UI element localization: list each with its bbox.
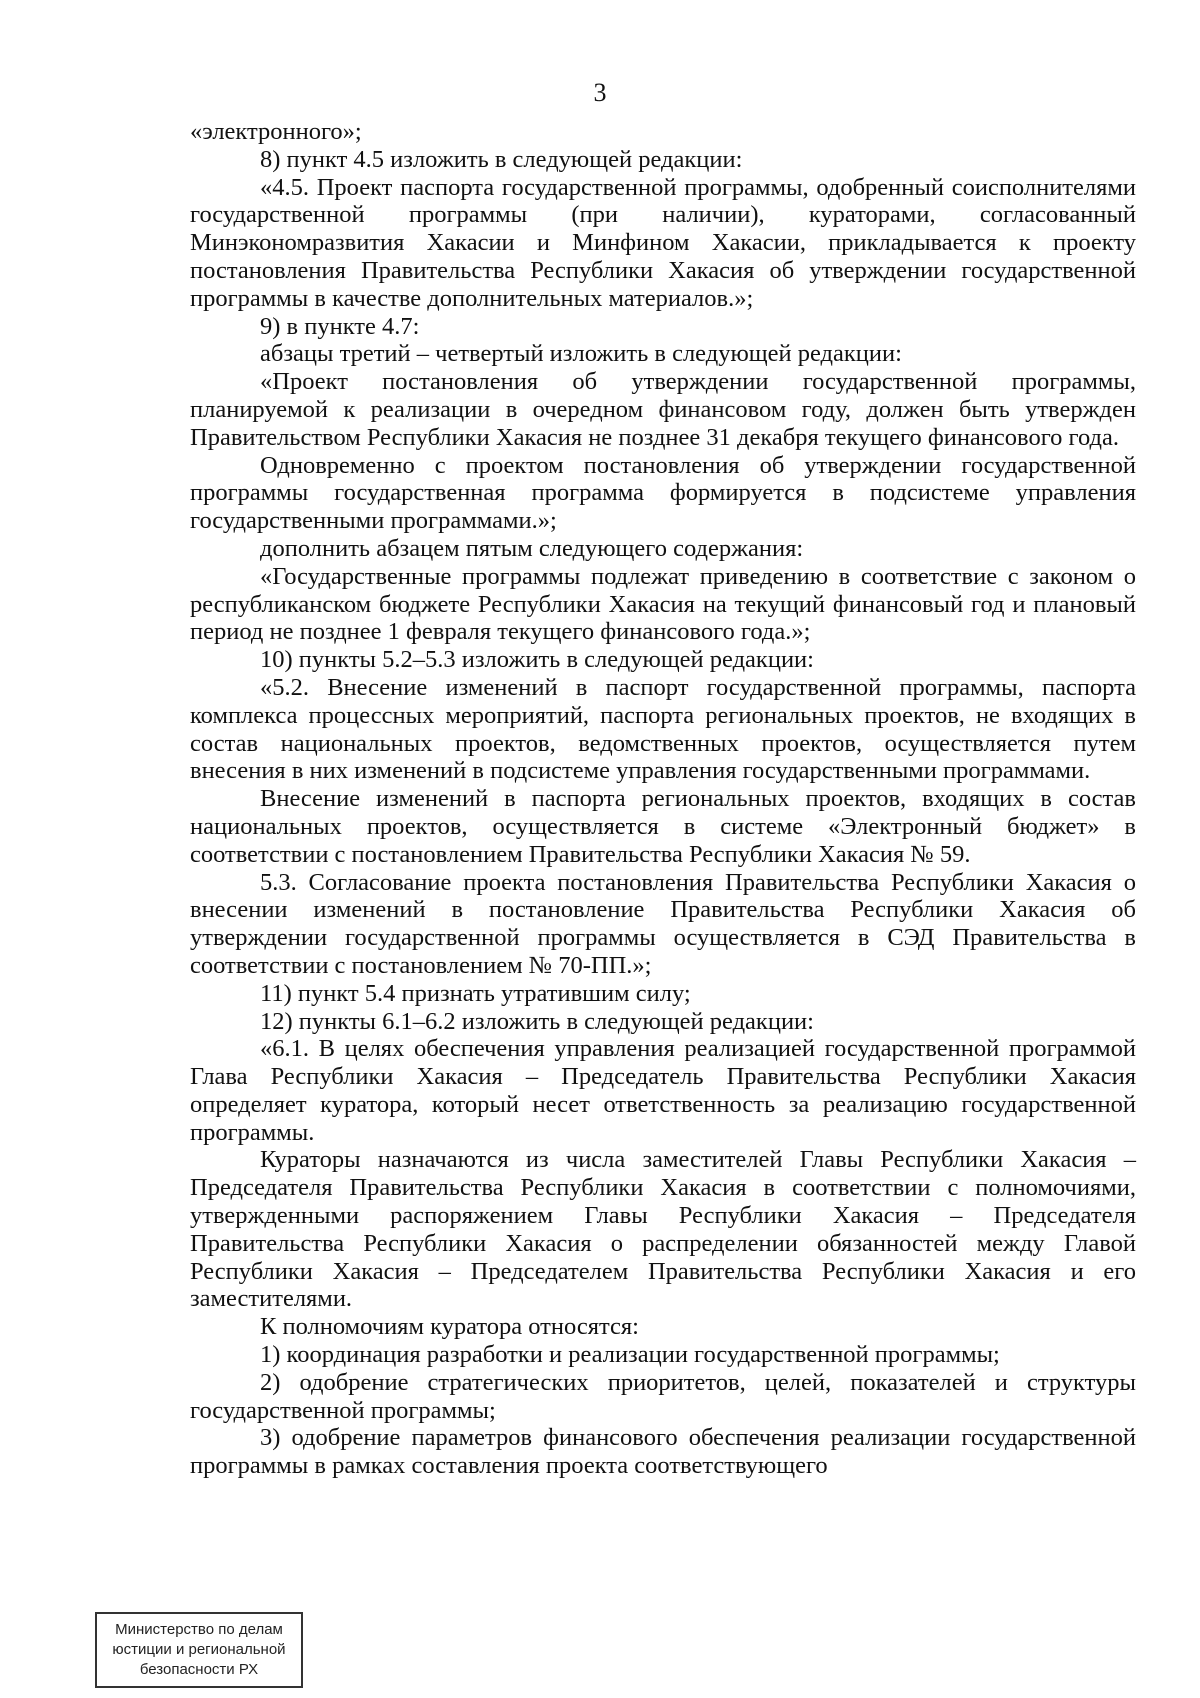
stamp-line: Министерство по делам — [115, 1621, 283, 1638]
paragraph: «электронного»; — [190, 118, 362, 145]
paragraph: 3) одобрение параметров финансового обеспечения реализации государственной программы в рамках составления проекта соответствующего — [190, 1424, 1136, 1480]
paragraph: дополнить абзацем пятым следующего содержания: — [260, 534, 804, 562]
paragraph: 5.3. Согласование проекта постановления Правительства Республики Хакасия о внесении изменений в постановление Правительства Республики Хакасия об утверждении государственной программы осуществляется в СЭД Правительства в соответствии с постановлением № 70-ПП.»; — [190, 868, 1136, 979]
page-number: 3 — [593, 78, 607, 107]
paragraph: Внесение изменений в паспорта региональных проектов, входящих в состав национальных проектов, осуществляется в системе «Электронный бюджет» в соответствии с постановлением Правительства Республики Хакасия № 59. — [190, 785, 1136, 868]
paragraph: 11) пункт 5.4 признать утратившим силу; — [260, 979, 691, 1007]
paragraph: «Проект постановления об утверждении государственной программы, планируемой к реализации в очередном финансовом году, должен быть утвержден Правительством Республики Хакасия не позднее 31 декабря текущего финансового года. — [190, 368, 1136, 451]
document-body — [190, 118, 1136, 1480]
paragraph: 1) координация разработки и реализации государственной программы; — [260, 1341, 1000, 1369]
paragraph: «Государственные программы подлежат приведению в соответствие с законом о республиканском бюджете Республики Хакасия на текущий финансовый год и плановый период не позднее 1 февраля текущего финансового года.»; — [190, 562, 1136, 646]
ministry-stamp — [95, 1612, 303, 1688]
paragraph: К полномочиям куратора относятся: — [260, 1313, 639, 1341]
stamp-line: юстиции и региональной — [112, 1641, 286, 1658]
paragraph: 10) пункты 5.2–5.3 изложить в следующей редакции: — [260, 646, 814, 674]
paragraph: «6.1. В целях обеспечения управления реализацией государственной программой Глава Республики Хакасия – Председатель Правительства Республики Хакасия определяет куратора, который несет ответственность за реализацию государственной программы. — [190, 1035, 1136, 1146]
stamp-line: безопасности РХ — [139, 1661, 259, 1678]
paragraph: абзацы третий – четвертый изложить в следующей редакции: — [260, 340, 902, 368]
paragraph: «5.2. Внесение изменений в паспорт государственной программы, паспорта комплекса процессных мероприятий, паспорта региональных проектов, не входящих в состав национальных проектов, ведомственных проектов, осуществляется путем внесения в них изменений в подсистеме управления государственными программами. — [190, 673, 1136, 785]
paragraph: «4.5. Проект паспорта государственной программы, одобренный соисполнителями государственной программы (при наличии), кураторами, согласованный Минэкономразвития Хакасии и Минфином Хакасии, прикладывается к проекту постановления Правительства Республики Хакасия об утверждении государственной программы в качестве дополнительных материалов.»; — [190, 173, 1136, 312]
paragraph: 12) пункты 6.1–6.2 изложить в следующей редакции: — [260, 1007, 814, 1035]
paragraph: 9) в пункте 4.7: — [260, 312, 420, 340]
paragraph: Кураторы назначаются из числа заместителей Главы Республики Хакасия – Председателя Правительства Республики Хакасия в соответствии с полномочиями, утвержденными распоряжением Главы Республики Хакасия – Председателя Правительства Республики Хакасия о распределении обязанностей между Главой Республики Хакасия – Председателем Правительства Республики Хакасия и его заместителями. — [190, 1146, 1136, 1313]
paragraph: 2) одобрение стратегических приоритетов, целей, показателей и структуры государственной программы; — [190, 1368, 1136, 1424]
paragraph: 8) пункт 4.5 изложить в следующей редакции: — [260, 145, 743, 173]
paragraph: Одновременно с проектом постановления об утверждении государственной программы государственная программа формируется в подсистеме управления государственными программами.»; — [190, 451, 1136, 535]
